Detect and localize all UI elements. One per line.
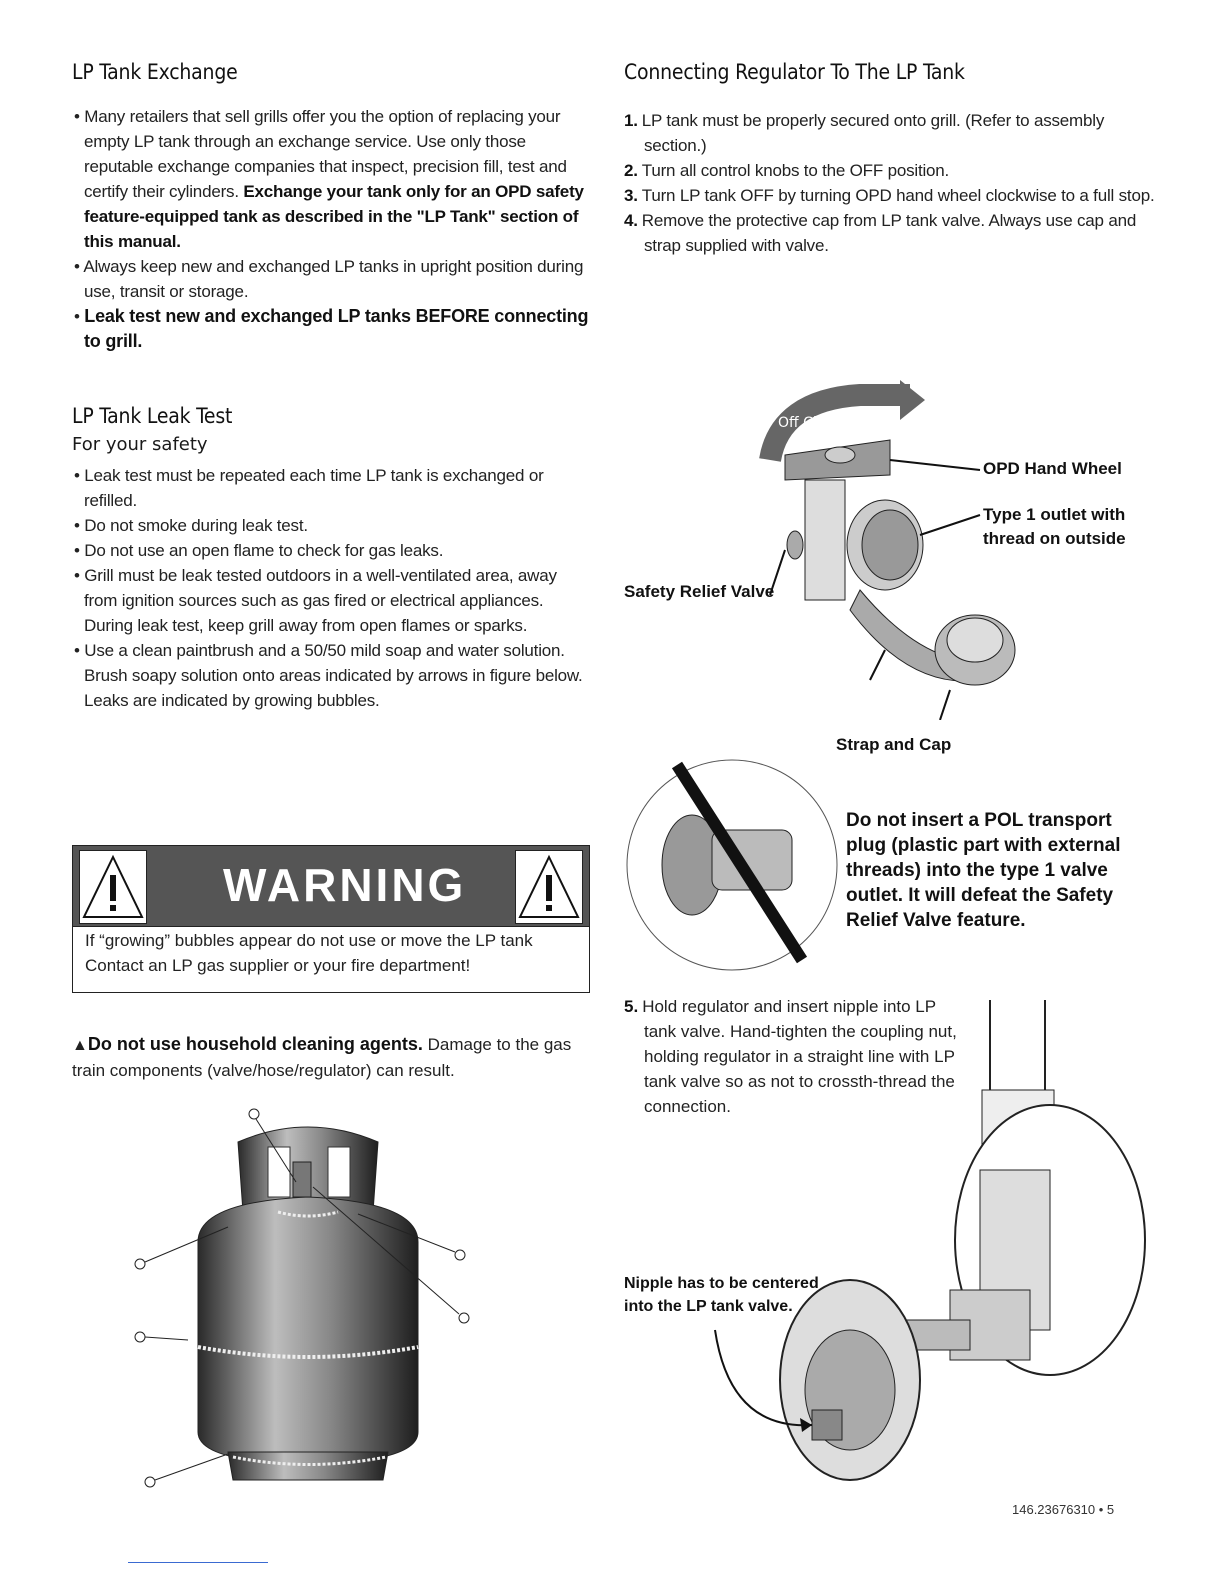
label-opd-hand-wheel: OPD Hand Wheel — [983, 459, 1122, 478]
link-underline — [128, 1562, 268, 1563]
valve-arrow-text: Off Clockwise — [778, 415, 873, 431]
label-nipple-2: into the LP tank valve. — [624, 1298, 793, 1315]
step-number: 1. — [624, 111, 638, 130]
warning-banner — [73, 846, 589, 927]
step-text: LP tank must be properly secured onto grill. (Refer to assembly section.) — [641, 111, 1105, 155]
caution-note — [72, 1032, 592, 1083]
left-column — [72, 60, 592, 713]
warning-box — [72, 845, 590, 993]
right-column — [624, 60, 1164, 258]
page-reference: 146.23676310 • 5 — [1012, 1502, 1115, 1517]
label-safety-relief-valve: Safety Relief Valve — [624, 582, 775, 601]
leak-test-list — [72, 463, 592, 713]
section-title-connecting-regulator: Connecting Regulator To The LP Tank — [624, 60, 965, 84]
step-number: 3. — [624, 186, 638, 205]
warning-line-1: If “growing” bubbles appear do not use or move the LP tank — [85, 931, 533, 950]
list-item — [72, 538, 592, 563]
warning-title: WARNING — [223, 859, 467, 911]
label-nipple-1: Nipple has to be centered — [624, 1275, 819, 1292]
section-title-lp-tank-exchange: LP Tank Exchange — [72, 60, 238, 84]
list-item — [72, 513, 592, 538]
list-item — [624, 108, 1164, 158]
section-title-leak-test: LP Tank Leak Test — [72, 404, 233, 428]
leak-bullet-text: Leak test must be repeated each time LP tank is exchanged or refilled. — [84, 466, 544, 510]
list-item — [72, 104, 592, 254]
list-item — [72, 254, 592, 304]
caution-bold: Do not use household cleaning agents. — [87, 1034, 423, 1054]
exchange-bullet-1-text: Many retailers that sell grills offer you the option of replacing your empty LP tank through an exchange service. Use only those reputable exchange companies that inspect, precision fill, test and certify their cylinders. — [84, 107, 567, 201]
list-item — [72, 563, 592, 638]
leak-bullet-text: Do not smoke during leak test. — [84, 516, 308, 535]
step-text: Turn LP tank OFF by turning OPD hand wheel clockwise to a full stop. — [641, 186, 1155, 205]
caution-triangle-icon: ▲ — [72, 1037, 88, 1054]
warning-triangle-icon — [79, 850, 147, 924]
label-strap-and-cap: Strap and Cap — [836, 735, 952, 754]
caution-text: Damage to the gas train components (valve/hose/regulator) can result. — [72, 1035, 572, 1080]
pol-plug-warning-text: Do not insert a POL transport plug (plastic part with external threads) into the type 1 valve outlet. It will defeat the Safety Relief Valve feature. — [846, 810, 1121, 931]
step-number: 5. — [624, 997, 639, 1016]
step-text: Remove the protective cap from LP tank valve. Always use cap and strap supplied with valve. — [641, 211, 1137, 255]
warning-line-2: Contact an LP gas supplier or your fire department! — [85, 956, 471, 975]
warning-message — [85, 928, 533, 978]
list-item — [624, 183, 1164, 208]
list-item — [624, 158, 1164, 183]
list-item — [72, 304, 592, 354]
list-item — [72, 463, 592, 513]
step-number: 4. — [624, 211, 638, 230]
leak-bullet-text: Grill must be leak tested outdoors in a well-ventilated area, away from ignition sources such as gas fired or electrical appliances. During leak test, keep grill away from open flames or sparks. — [84, 566, 557, 635]
label-type1-outlet-1: Type 1 outlet with — [983, 505, 1126, 524]
connect-steps — [624, 108, 1164, 258]
step-number: 2. — [624, 161, 638, 180]
label-type1-outlet-2: thread on outside — [983, 529, 1126, 548]
step-text: Hold regulator and insert nipple into LP tank valve. Hand-tighten the coupling nut, holding regulator in a straight line with LP tank valve so as not to crossth-thread the connection. — [642, 997, 957, 1116]
regulator-illustration — [700, 1000, 1160, 1500]
leak-bullet-text: Use a clean paintbrush and a 50/50 mild soap and water solution. Brush soapy solution onto areas indicated by arrows in figure below. Leaks are indicated by growing bubbles. — [84, 641, 583, 710]
lp-tank-illustration — [128, 1092, 488, 1492]
exchange-bullet-3-bold: Leak test new and exchanged LP tanks BEFORE connecting to grill. — [84, 306, 589, 351]
exchange-bullet-1-bold: Exchange your tank only for an OPD safety feature-equipped tank as described in the "LP Tank" section of this manual. — [84, 182, 584, 251]
list-item — [624, 208, 1164, 258]
exchange-bullet-2-text: Always keep new and exchanged LP tanks in upright position during use, transit or storage. — [83, 257, 584, 301]
step-text: Turn all control knobs to the OFF position. — [641, 161, 950, 180]
list-item — [72, 638, 592, 713]
leak-bullet-text: Do not use an open flame to check for gas leaks. — [84, 541, 444, 560]
exchange-list — [72, 104, 592, 354]
subtitle-for-your-safety: For your safety — [72, 434, 208, 455]
pol-plug-prohibited-illustration — [622, 755, 842, 975]
warning-triangle-icon — [515, 850, 583, 924]
